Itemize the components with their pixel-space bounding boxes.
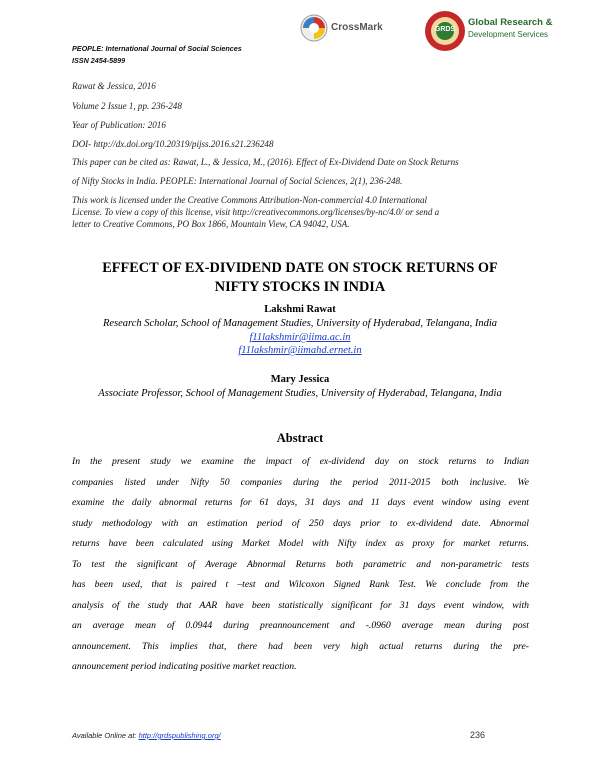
crossmark-logo[interactable] bbox=[300, 14, 390, 42]
abstract-line: study methodology with an estimation period of 250 days prior to ex-dividend date. Abnormal bbox=[72, 518, 529, 529]
author-email-link[interactable]: f11lakshmir@iima.ac.in bbox=[249, 332, 351, 343]
publisher-name-line1: Global Research & bbox=[468, 17, 553, 28]
footer-available-label: Available Online at: bbox=[72, 731, 139, 740]
footer-availability bbox=[72, 731, 221, 740]
authors-year: Rawat & Jessica, 2016 bbox=[72, 81, 156, 91]
crossmark-icon bbox=[300, 14, 328, 42]
abstract-line: To test the significant of Average Abnormal Returns both parametric and non-parametric tests bbox=[72, 559, 529, 570]
abstract-line: returns have been calculated using Market Model with Nifty index as proxy for market returns. bbox=[72, 538, 529, 549]
license-line: License. To view a copy of this license, visit http://creativecommons.org/licenses/by-nc/4.0/ or send a bbox=[72, 207, 440, 217]
volume-issue-pages: Volume 2 Issue 1, pp. 236-248 bbox=[72, 101, 182, 111]
abstract-line: In the present study we examine the impact of ex-dividend day on stock returns to Indian bbox=[72, 456, 529, 467]
abstract-line: has been used, that is paired t –test and Wilcoxon Signed Rank Test. We conclude from the bbox=[72, 579, 529, 590]
abstract-line: companies listed under Nifty 50 companies during the period 2011-2015 both inclusive. We bbox=[72, 477, 529, 488]
author-affiliation: Research Scholar, School of Management Studies, University of Hyderabad, Telangana, India bbox=[102, 318, 498, 329]
page-number: 236 bbox=[470, 730, 486, 740]
year-of-publication: Year of Publication: 2016 bbox=[72, 120, 166, 130]
title-line: NIFTY STOCKS IN INDIA bbox=[214, 279, 386, 295]
title-line: EFFECT OF EX-DIVIDEND DATE ON STOCK RETURNS OF bbox=[102, 260, 498, 276]
journal-name: PEOPLE: International Journal of Social Sciences bbox=[72, 44, 242, 53]
license-line: This work is licensed under the Creative Commons Attribution-Non-commercial 4.0 International bbox=[72, 195, 428, 205]
author-name: Lakshmi Rawat bbox=[264, 304, 336, 315]
abstract-line: announcement period indicating positive market reaction. bbox=[72, 661, 297, 672]
author-name: Mary Jessica bbox=[270, 374, 330, 385]
abstract-line: examine the daily abnormal returns for 61 days, 31 days and 11 days event window using event bbox=[72, 497, 529, 508]
author-email-row bbox=[60, 344, 540, 357]
author-email-link[interactable]: f11lakshmir@iimahd.ernet.in bbox=[238, 345, 362, 356]
author-email-row bbox=[60, 331, 540, 344]
publisher-logo[interactable] bbox=[424, 10, 584, 54]
abstract-heading: Abstract bbox=[276, 431, 324, 445]
author-affiliation: Associate Professor, School of Management Studies, University of Hyderabad, Telangana, India bbox=[98, 388, 502, 399]
doi[interactable]: DOI- http://dx.doi.org/10.20319/pijss.2016.s21.236248 bbox=[72, 139, 274, 149]
publisher-seal-text: GRDS bbox=[434, 26, 456, 33]
issn: ISSN 2454-5899 bbox=[72, 56, 126, 65]
footer-url-link[interactable]: http://grdspublishing.org/ bbox=[138, 731, 221, 740]
citation-line: of Nifty Stocks in India. PEOPLE: International Journal of Social Sciences, 2(1), 236-248. bbox=[72, 176, 403, 186]
publisher-name-line2: Development Services bbox=[468, 30, 549, 39]
license-line: letter to Creative Commons, PO Box 1866, Mountain View, CA 94042, USA. bbox=[72, 219, 350, 229]
citation-line: This paper can be cited as: Rawat, L., & Jessica, M., (2016). Effect of Ex-Dividend Date on Stock Returns bbox=[72, 157, 459, 167]
abstract-line: an average mean of 0.0944 during preannouncement and -.0960 average mean during post bbox=[72, 620, 529, 631]
abstract-line: announcement. This implies that, there had been very high actual returns during the pre- bbox=[72, 641, 529, 652]
paper-title bbox=[70, 259, 530, 297]
crossmark-label: CrossMark bbox=[331, 22, 383, 33]
abstract-line: analysis of the study that AAR have been statistically significant for 31 days event window, with bbox=[72, 600, 529, 611]
